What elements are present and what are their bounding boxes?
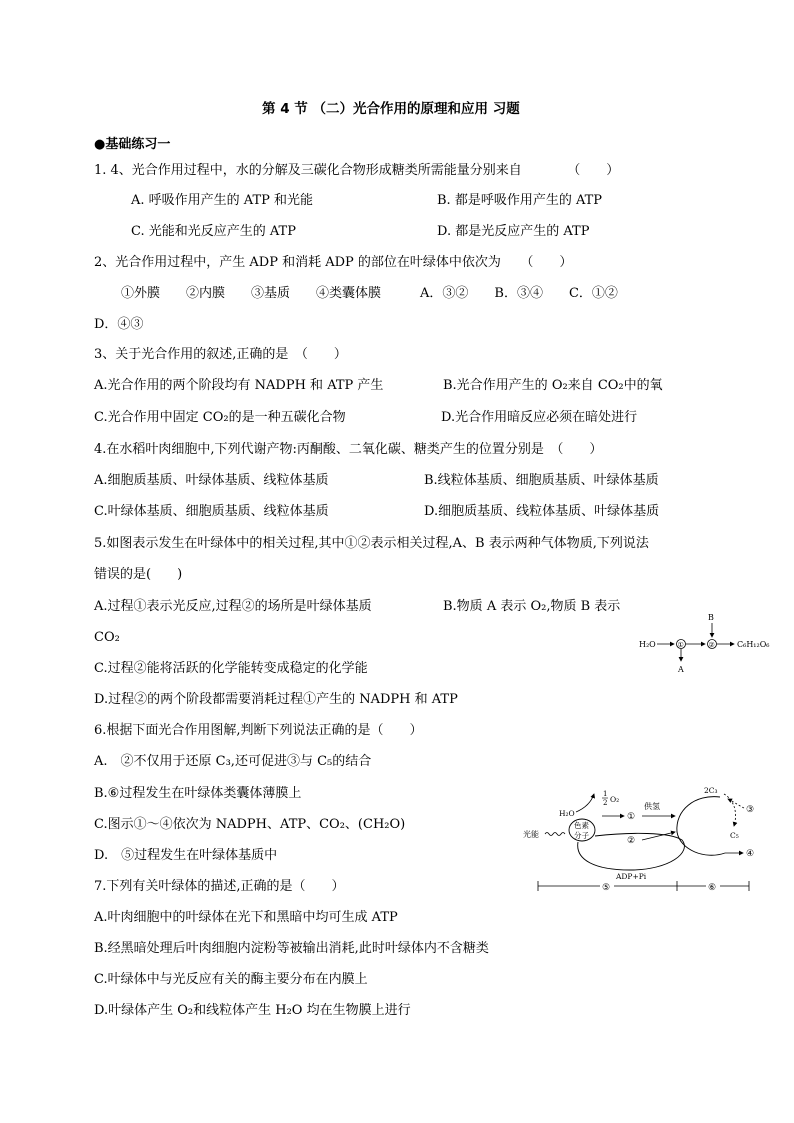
question-4-option-b: B.线粒体基质、细胞质基质、叶绿体基质: [424, 473, 659, 488]
question-4-option-d: D.细胞质基质、线粒体基质、叶绿体基质: [424, 504, 660, 519]
question-3-option-b: B.光合作用产生的 O₂来自 CO₂中的氧: [443, 378, 663, 393]
question-7-option-a: A.叶肉细胞中的叶绿体在光下和黑暗中均可生成 ATP: [94, 910, 398, 925]
fraction-numerator: 1: [603, 790, 608, 798]
question-3-option-d: D.光合作用暗反应必须在暗处进行: [441, 410, 638, 425]
question-3-option-c: C.光合作用中固定 CO₂的是一种五碳化合物: [94, 410, 346, 425]
label-6: ⑥: [708, 883, 717, 893]
light-wave: [545, 833, 565, 836]
question-4-option-c: C.叶绿体基质、细胞质基质、线粒体基质: [94, 504, 329, 519]
question-2-option-d: D．④③: [94, 317, 144, 332]
light-energy-label: 光能: [523, 830, 539, 839]
question-1-option-b: B. 都是呼吸作用产生的 ATP: [437, 193, 603, 208]
h2o-label: H₂O: [639, 640, 656, 649]
question-3-stem: 3、关于光合作用的叙述,正确的是 （ ）: [94, 347, 347, 362]
substance-b-label: B: [708, 613, 714, 622]
question-6-option-c: C.图示①～④依次为 NADPH、ATP、CO₂、(CH₂O): [94, 817, 406, 832]
question-5-option-a: A.过程①表示光反应,过程②的场所是叶绿体基质: [94, 599, 372, 614]
section-heading: ●基础练习一: [94, 137, 171, 152]
hydrogen-supply-label: 供氢: [644, 802, 660, 811]
question-4-option-a: A.细胞质基质、叶绿体基质、线粒体基质: [94, 473, 329, 488]
label-1: ①: [627, 812, 636, 822]
question-6-option-b: B.⑥过程发生在叶绿体类囊体薄膜上: [94, 786, 302, 801]
arrow-h2o-to-o2: [576, 794, 594, 812]
h2o-label: H₂O: [559, 809, 575, 818]
pigment-label-1: 色素: [574, 821, 589, 830]
question-7-option-c: C.叶绿体中与光反应有关的酶主要分布在内膜上: [94, 972, 368, 987]
pigment-label-2: 分子: [574, 831, 589, 840]
question-1-option-d: D. 都是光反应产生的 ATP: [437, 224, 590, 239]
label-5: ⑤: [602, 883, 611, 893]
question-7-stem: 7.下列有关叶绿体的描述,正确的是（ ）: [94, 879, 345, 894]
question-4-stem: 4.在水稻叶肉细胞中,下列代谢产物:丙酮酸、二氧化碳、糖类产生的位置分别是 （ ）: [94, 442, 603, 457]
question-5-option-b: B.物质 A 表示 O₂,物质 B 表示: [443, 599, 621, 614]
glucose-label: C₆H₁₂O₆: [737, 640, 770, 649]
o2-label: O₂: [610, 795, 620, 804]
c3-label: 2C₃: [704, 786, 718, 795]
question-7-option-b: B.经黑暗处理后叶肉细胞内淀粉等被输出消耗,此时叶绿体内不含糖类: [94, 941, 489, 956]
question-6-stem: 6.根据下面光合作用图解,判断下列说法正确的是（ ）: [94, 723, 423, 738]
question-1-stem: 1. 4、光合作用过程中，水的分解及三碳化合物形成糖类所需能量分别来自 （ ）: [94, 163, 620, 178]
question-6-option-a: A. ②不仅用于还原 C₃,还可促进③与 C₅的结合: [94, 754, 372, 769]
process-2-label: ②: [708, 641, 715, 649]
question-5-stem-cont: 错误的是( ): [94, 567, 183, 582]
c5-label: C₅: [730, 831, 739, 840]
question-5-option-c: C.过程②能将活跃的化学能转变成稳定的化学能: [94, 661, 368, 676]
question-2-options: ①外膜 ②内膜 ③基质 ④类囊体膜 A．③② B．③④ C．①②: [121, 286, 618, 301]
question-3-option-a: A.光合作用的两个阶段均有 NADPH 和 ATP 产生: [94, 378, 384, 393]
question-6-diagram: [520, 780, 760, 894]
question-1-option-c: C. 光能和光反应产生的 ATP: [131, 224, 296, 239]
c3-to-c5-dashed: [724, 794, 736, 826]
label-2: ②: [627, 836, 636, 846]
process-1-label: ①: [677, 641, 684, 649]
fraction-denominator: 2: [603, 799, 608, 807]
substance-a-label: A: [678, 665, 684, 674]
question-2-stem: 2、光合作用过程中，产生 ADP 和消耗 ADP 的部位在叶绿体中依次为 （ ）: [94, 255, 573, 270]
question-1-option-a: A. 呼吸作用产生的 ATP 和光能: [131, 193, 314, 208]
page-title: 第 4 节 （二）光合作用的原理和应用 习题: [262, 101, 520, 117]
adp-pi-label: ADP+Pi: [616, 872, 647, 881]
question-7-option-d: D.叶绿体产生 O₂和线粒体产生 H₂O 均在生物膜上进行: [94, 1003, 411, 1018]
label-3: ③: [746, 805, 755, 815]
question-6-option-d: D. ⑤过程发生在叶绿体基质中: [94, 848, 278, 863]
question-5-diagram: [630, 608, 780, 680]
question-5-option-d: D.过程②的两个阶段都需要消耗过程①产生的 NADPH 和 ATP: [94, 692, 458, 707]
arrow-3-to-c3: [728, 799, 744, 808]
question-5-stem: 5.如图表示发生在叶绿体中的相关过程,其中①②表示相关过程,A、B 表示两种气体物质,下列说法: [94, 536, 649, 551]
question-5-option-b-cont: CO₂: [94, 630, 120, 645]
label-4: ④: [746, 849, 755, 859]
